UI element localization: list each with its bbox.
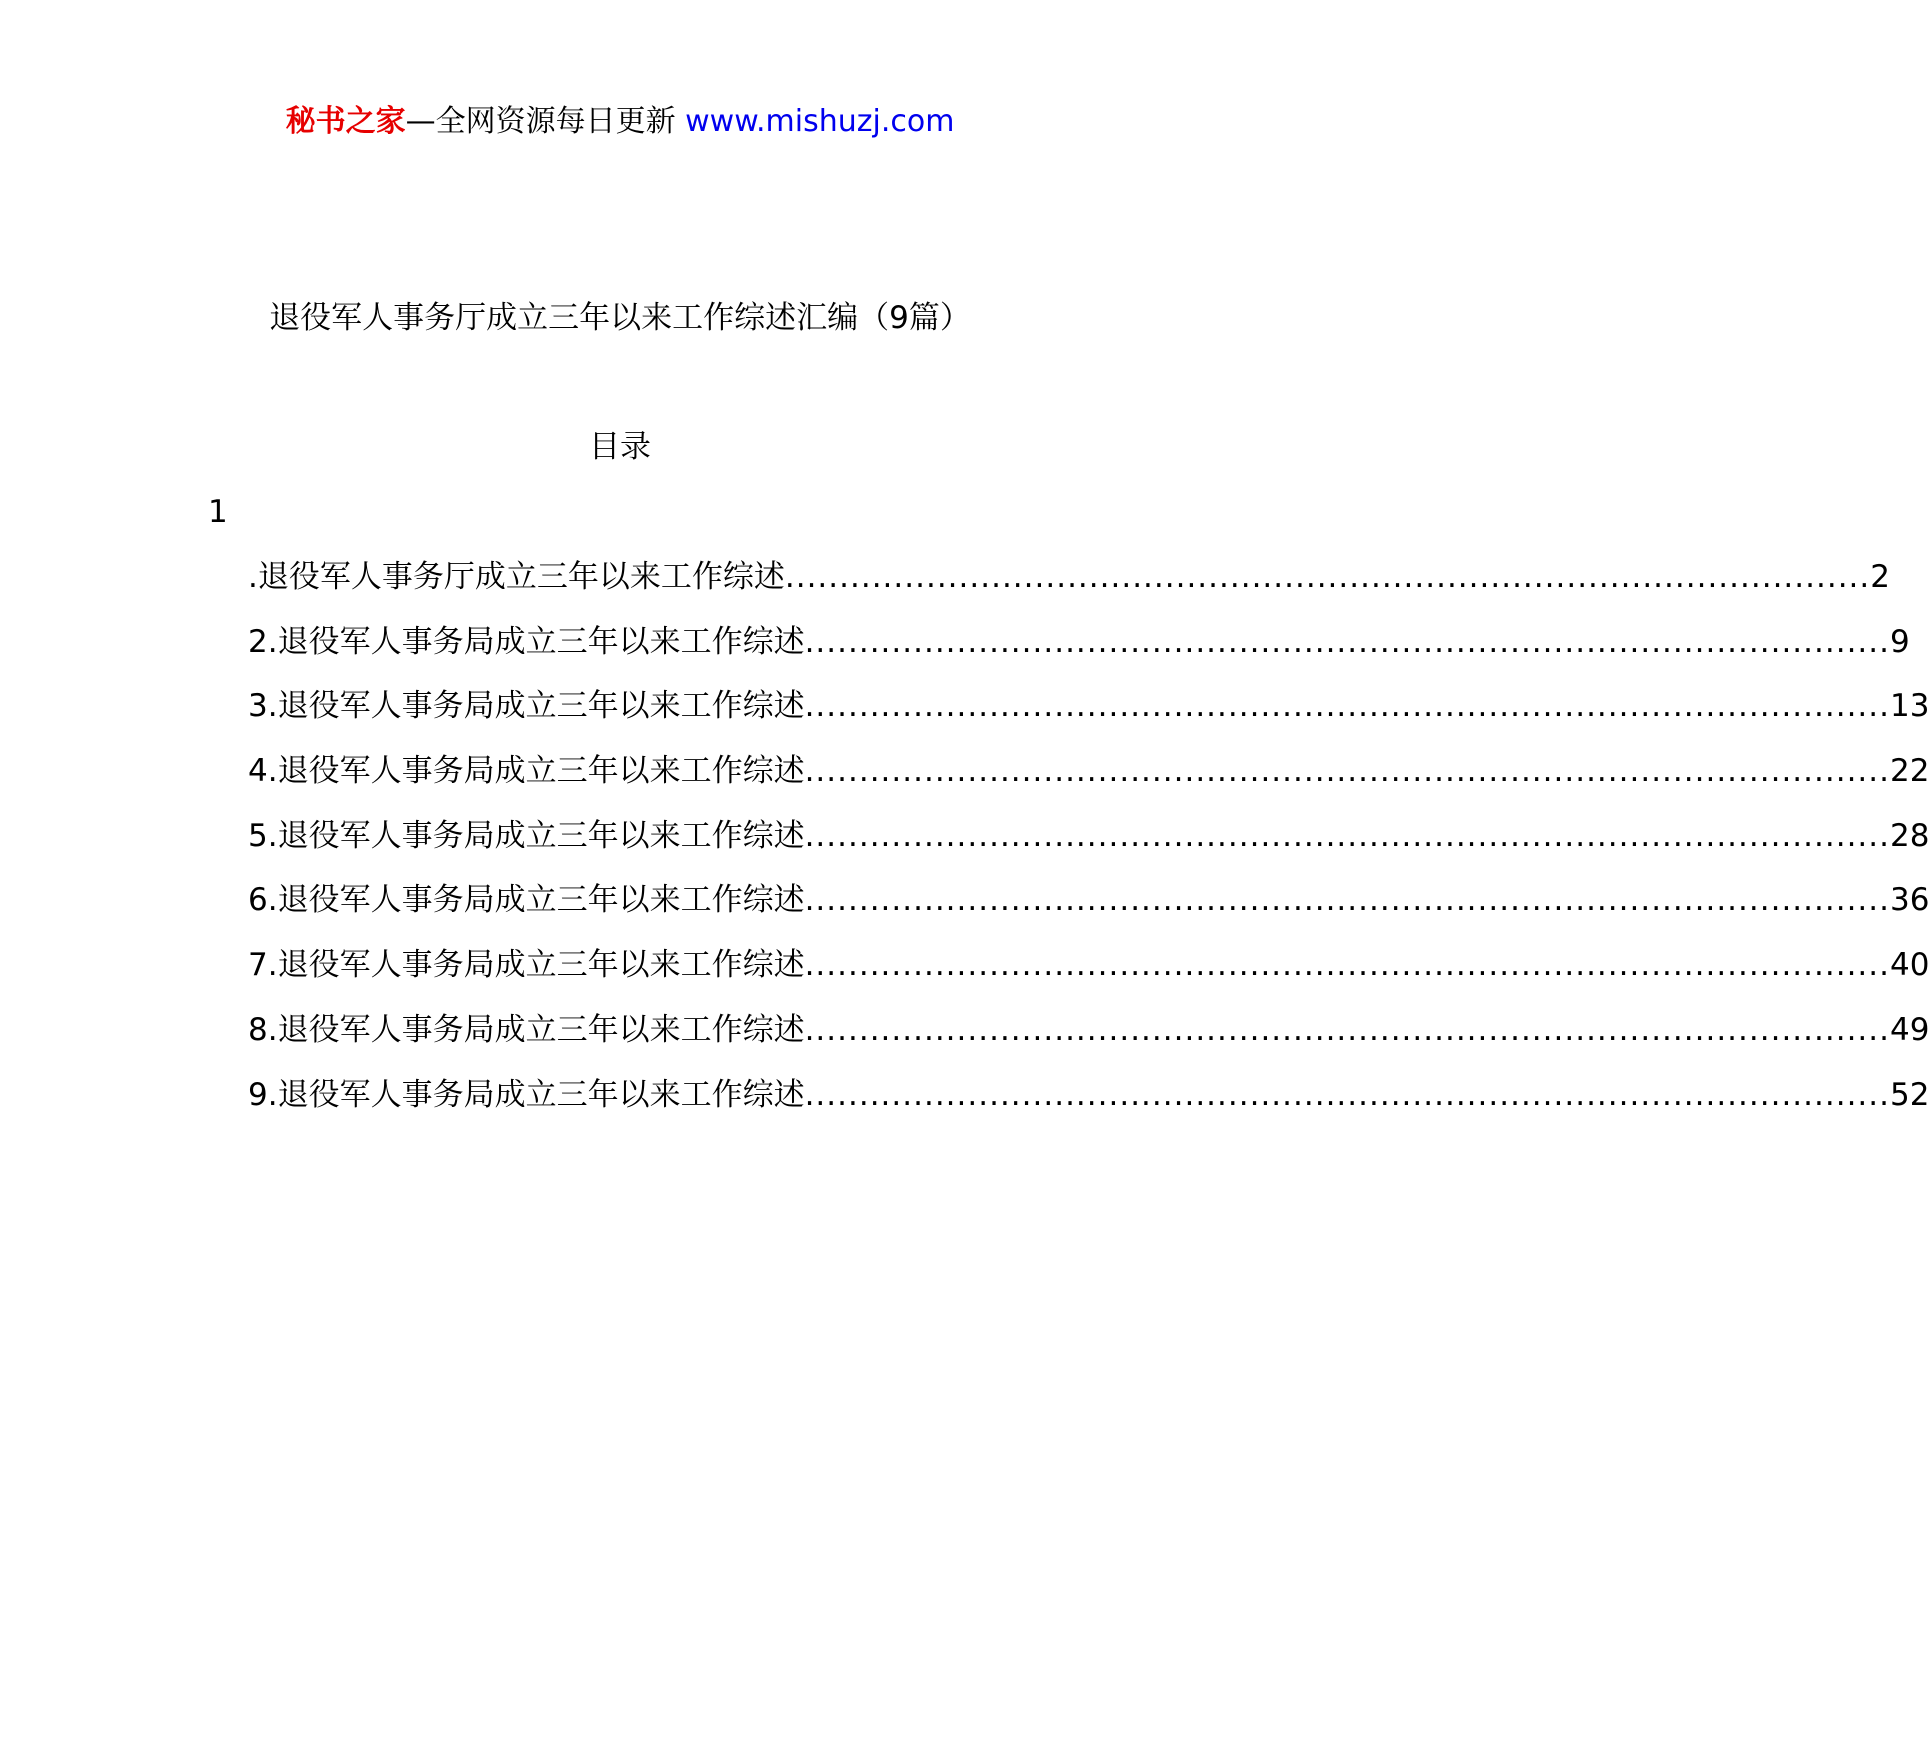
toc-entry[interactable] xyxy=(248,943,1929,1008)
toc-entry-title: 5.退役军人事务局成立三年以来工作综述 xyxy=(248,817,805,854)
toc-entry[interactable] xyxy=(248,878,1929,943)
toc-entry-page: 49 xyxy=(1889,1011,1929,1048)
toc-entry[interactable] xyxy=(248,555,1890,620)
toc-entry[interactable] xyxy=(248,814,1929,879)
toc-entry-title: 6.退役军人事务局成立三年以来工作综述 xyxy=(248,882,805,919)
header-tagline: —全网资源每日更新 xyxy=(405,104,686,139)
toc-entry-page: 28 xyxy=(1889,817,1929,854)
toc-entry[interactable] xyxy=(248,1073,1929,1138)
toc-entry-page: 40 xyxy=(1889,947,1929,984)
toc-entry[interactable] xyxy=(248,684,1929,749)
toc-entry-title: 2.退役军人事务局成立三年以来工作综述 xyxy=(248,623,805,660)
toc-entry-page: 36 xyxy=(1889,882,1929,919)
toc-entry-title: 4.退役军人事务局成立三年以来工作综述 xyxy=(248,753,805,790)
toc-entry[interactable] xyxy=(248,620,1910,685)
toc-entry-page: 13 xyxy=(1889,688,1929,725)
table-of-contents xyxy=(248,555,1929,1137)
toc-leader-dots: .................................................................................................... xyxy=(804,817,1890,854)
toc-leader-dots: .................................................................................................... xyxy=(804,753,1890,790)
toc-leader-dots: .................................................................................................... xyxy=(804,947,1890,984)
toc-entry-page: 52 xyxy=(1889,1076,1929,1113)
toc-entry-title: 3.退役军人事务局成立三年以来工作综述 xyxy=(248,688,805,725)
toc-leader-dots: .................................................................................................... xyxy=(804,1011,1890,1048)
toc-entry-page: 9 xyxy=(1889,623,1910,660)
document-title: 退役军人事务厅成立三年以来工作综述汇编（9篇） xyxy=(269,300,971,336)
toc-lead-number: 1 xyxy=(208,494,228,530)
toc-leader-dots: .................................................................................................... xyxy=(784,559,1871,595)
toc-leader-dots: .................................................................................................... xyxy=(804,623,1890,660)
site-header xyxy=(0,100,1240,144)
toc-entry[interactable] xyxy=(248,749,1929,814)
site-url-link[interactable]: www.mishuzj.com xyxy=(685,104,955,139)
toc-entry-page: 22 xyxy=(1889,753,1929,790)
toc-entry-title: 7.退役军人事务局成立三年以来工作综述 xyxy=(248,947,805,984)
brand-name: 秘书之家 xyxy=(285,104,406,139)
toc-entry-title: .退役军人事务厅成立三年以来工作综述 xyxy=(248,559,785,595)
toc-entry-page: 2 xyxy=(1870,559,1890,595)
toc-entry-title: 9.退役军人事务局成立三年以来工作综述 xyxy=(248,1076,805,1113)
toc-entry[interactable] xyxy=(248,1008,1929,1073)
toc-leader-dots: .................................................................................................... xyxy=(804,688,1890,725)
toc-entry-title: 8.退役军人事务局成立三年以来工作综述 xyxy=(248,1011,805,1048)
toc-leader-dots: .................................................................................................... xyxy=(804,1076,1890,1113)
toc-leader-dots: .................................................................................................... xyxy=(804,882,1890,919)
toc-heading: 目录 xyxy=(589,429,651,465)
